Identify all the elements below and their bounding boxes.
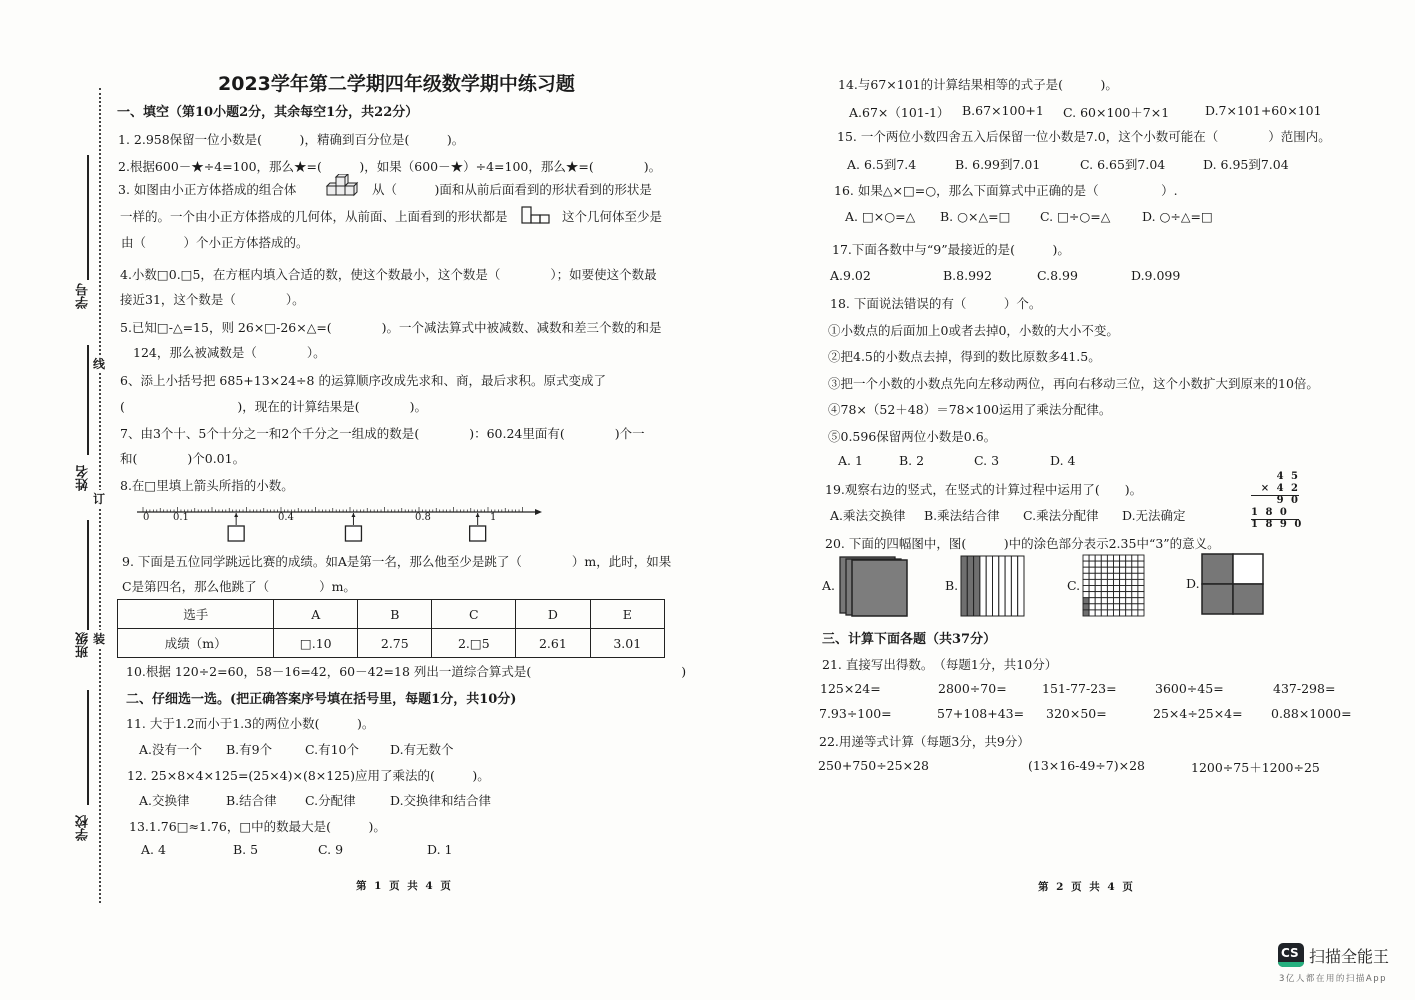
grid-cell <box>1101 579 1107 585</box>
grid-cell <box>1126 579 1132 585</box>
strip <box>980 556 986 616</box>
q21-item-7: 57+108+43= <box>937 706 1025 721</box>
grid-cell <box>1114 604 1120 610</box>
q16-option-a: A. □×○=△ <box>845 209 916 224</box>
question-6-line-2: ( )，现在的计算结果是( )。 <box>120 399 428 414</box>
long-jump-scores-table <box>117 599 665 658</box>
grid-cell <box>1089 586 1095 592</box>
question-6-line-1: 6、添上小括号把 685+13×24÷8 的运算顺序改成先求和、商，最后求积。原式变成了 <box>120 373 606 388</box>
figure-d-quarters <box>1200 552 1266 616</box>
grid-cell <box>1101 598 1107 604</box>
q21-item-9: 25×4÷25×4= <box>1153 706 1243 721</box>
question-18: 18. 下面说法错误的有（ ）个。 <box>830 296 1042 311</box>
grid-cell <box>1083 592 1089 598</box>
q22-item-3: 1200÷75＋1200÷25 <box>1191 760 1320 775</box>
grid-cell <box>1107 610 1113 616</box>
figure-c-hundredths-grid <box>1081 553 1147 617</box>
q12-option-c: C.分配律 <box>305 793 356 808</box>
question-3-part-c: 一样的。一个由小正方体搭成的几何体，从前面、上面看到的形状都是 <box>120 209 508 224</box>
grid-cell <box>1089 592 1095 598</box>
grid-cell <box>1138 610 1144 616</box>
binding-mark-xian: 线 <box>93 357 106 371</box>
q15-option-a: A. 6.5到7.4 <box>847 157 917 172</box>
grid-cell <box>1132 604 1138 610</box>
grid-cell <box>1120 567 1126 573</box>
q18-option-d: D. 4 <box>1050 453 1076 468</box>
table-cell: 2.□5 <box>432 629 516 658</box>
question-5-line-1: 5.已知□-△=15，则 26×□-26×△=( )。一个减法算式中被减数、减数和差三个数的和是 <box>120 320 662 335</box>
grid-cell <box>1126 555 1132 561</box>
q21-item-10: 0.88×1000= <box>1271 706 1352 721</box>
grid-cell <box>1120 561 1126 567</box>
grid-cell <box>1101 592 1107 598</box>
grid-cell <box>1114 598 1120 604</box>
number-line-label-1: 1 <box>490 512 497 523</box>
q19-option-a: A.乘法交换律 <box>830 508 906 523</box>
grid-cell <box>1114 573 1120 579</box>
grid-cell <box>1095 561 1101 567</box>
grid-cell <box>1120 555 1126 561</box>
table-header: B <box>358 600 432 629</box>
q11-option-c: C.有10个 <box>305 742 359 757</box>
table-header: C <box>432 600 516 629</box>
grid-cell <box>1126 604 1132 610</box>
grid-cell <box>1095 586 1101 592</box>
grid-cell <box>1132 592 1138 598</box>
question-12: 12. 25×8×4×125=(25×4)×(8×125)应用了乘法的( )。 <box>127 768 490 783</box>
grid-cell <box>1114 610 1120 616</box>
q15-option-c: C. 6.65到7.04 <box>1080 157 1166 172</box>
grid-cell <box>1107 579 1113 585</box>
grid-cell <box>1101 555 1107 561</box>
shaded-cell <box>1083 610 1089 616</box>
grid-cell <box>1138 598 1144 604</box>
shaded-cell <box>1083 604 1089 610</box>
q19-option-b: B.乘法结合律 <box>924 508 1000 523</box>
question-7-line-1: 7、由3个十、5个十分之一和2个千分之一组成的数是( )：60.24里面有( )个一 <box>120 426 645 441</box>
question-8: 8.在□里填上箭头所指的小数。 <box>120 478 294 493</box>
grid-cell <box>1138 561 1144 567</box>
q12-option-d: D.交换律和结合律 <box>390 793 492 808</box>
q13-option-c: C. 9 <box>318 842 344 857</box>
number-line-label-0-4: 0.4 <box>278 512 294 523</box>
q11-option-b: B.有9个 <box>226 742 273 757</box>
q17-option-a: A.9.02 <box>830 268 871 283</box>
grid-cell <box>1132 610 1138 616</box>
grid-cell <box>1120 598 1126 604</box>
grid-cell <box>1083 561 1089 567</box>
strip <box>1018 556 1024 616</box>
multiplicand: 4 5 <box>1276 471 1300 482</box>
shaded-strip <box>961 556 967 616</box>
table-header-row <box>118 600 665 629</box>
question-20: 20. 下面的四幅图中，图( )中的涂色部分表示2.35中“3”的意义。 <box>825 536 1220 551</box>
grid-cell <box>1114 567 1120 573</box>
question-15: 15. 一个两位小数四舍五入后保留一位小数是7.0，这个小数可能在（ ）范围内。 <box>837 129 1331 144</box>
question-14: 14.与67×101的计算结果相等的式子是( )。 <box>838 77 1118 92</box>
question-7-line-2: 和( )个0.01。 <box>120 451 246 466</box>
grid-cell <box>1132 598 1138 604</box>
q11-option-d: D.有无数个 <box>390 742 454 757</box>
shaded-strip <box>974 556 980 616</box>
question-3-part-d: 这个几何体至少是 <box>562 209 663 224</box>
q21-item-2: 2800÷70= <box>938 681 1007 696</box>
student-id-label: 学号 <box>76 283 91 309</box>
name-label: 姓名 <box>76 465 91 491</box>
table-header: A <box>274 600 358 629</box>
grid-cell <box>1095 598 1101 604</box>
cube-assembly-figure <box>325 174 359 198</box>
grid-cell <box>1114 555 1120 561</box>
grid-cell <box>1138 579 1144 585</box>
q19-option-d: D.无法确定 <box>1122 508 1186 523</box>
table-cell: 2.61 <box>516 629 590 658</box>
question-22: 22.用递等式计算（每题3分，共9分） <box>819 734 1030 749</box>
grid-cell <box>1089 598 1095 604</box>
grid-cell <box>1095 567 1101 573</box>
grid-cell <box>1107 573 1113 579</box>
q16-option-d: D. ○÷△=□ <box>1142 209 1213 224</box>
q18-option-a: A. 1 <box>838 453 863 468</box>
pointer-arrowhead-1 <box>234 513 238 517</box>
multiplier: × 4 2 <box>1260 483 1300 494</box>
grid-cell <box>1101 586 1107 592</box>
grid-cell <box>1120 579 1126 585</box>
grid-cell <box>1095 555 1101 561</box>
view-shape-figure <box>520 205 552 225</box>
q21-item-5: 437-298= <box>1273 681 1336 696</box>
grid-cell <box>1138 586 1144 592</box>
grid-cell <box>1107 561 1113 567</box>
student-id-line[interactable] <box>87 155 89 280</box>
grid-cell <box>1095 610 1101 616</box>
q13-option-a: A. 4 <box>141 842 166 857</box>
table-header: E <box>590 600 664 629</box>
table-cell: 2.75 <box>358 629 432 658</box>
q21-item-4: 3600÷45= <box>1155 681 1224 696</box>
grid-cell <box>1089 555 1095 561</box>
q11-option-a: A.没有一个 <box>139 742 203 757</box>
number-line-label-0-8: 0.8 <box>415 512 431 523</box>
grid-cell <box>1120 604 1126 610</box>
question-5-line-2: 124，那么被减数是（ ）。 <box>133 345 326 360</box>
question-3-part-b: 从（ )面和从前后面看到的形状看到的形状是 <box>372 182 652 197</box>
grid-cell <box>1126 610 1132 616</box>
figure-d-label: D. <box>1186 576 1200 591</box>
q18-option-c: C. 3 <box>974 453 1000 468</box>
q16-option-b: B. ○×△=□ <box>940 209 1011 224</box>
table-cell: 3.01 <box>590 629 664 658</box>
page-title: 2023学年第二学期四年级数学期中练习题 <box>218 73 575 95</box>
binding-mark-zhuang: 装 <box>93 632 106 646</box>
strip <box>986 556 992 616</box>
table-cell: 成绩（m） <box>118 629 274 658</box>
figure-b-tenths-strips <box>959 554 1027 618</box>
grid-cell <box>1138 567 1144 573</box>
grid-cell <box>1138 592 1144 598</box>
number-line-label-0: 0 <box>143 512 150 523</box>
question-1: 1. 2.958保留一位小数是( )，精确到百分位是( )。 <box>118 132 465 147</box>
watermark-app-name: 扫描全能王 <box>1309 947 1390 966</box>
grid-cell <box>1138 555 1144 561</box>
grid-cell <box>1089 561 1095 567</box>
grid-cell <box>1114 592 1120 598</box>
table-header: 选手 <box>118 600 274 629</box>
q17-option-c: C.8.99 <box>1037 268 1078 283</box>
number-line-label-0-1: 0.1 <box>173 512 189 523</box>
q19-option-c: C.乘法分配律 <box>1023 508 1099 523</box>
partial-product-1: 9 0 <box>1276 495 1300 506</box>
grid-cell <box>1132 586 1138 592</box>
q21-item-3: 151-77-23= <box>1042 681 1117 696</box>
grid-cell <box>1126 598 1132 604</box>
shaded-cell <box>1083 598 1089 604</box>
grid-cell <box>1095 579 1101 585</box>
class-label: 班级 <box>76 632 91 658</box>
grid-cell <box>1083 586 1089 592</box>
grid-cell <box>1138 573 1144 579</box>
question-4-line-2: 接近31，这个数是（ ）。 <box>120 292 305 307</box>
question-3-part-e: 由（ ）个小正方体搭成的。 <box>121 235 309 250</box>
q22-item-1: 250+750÷25×28 <box>818 758 929 773</box>
grid-cell <box>1107 604 1113 610</box>
pointer-arrowhead-3 <box>476 513 480 517</box>
q12-option-b: B.结合律 <box>226 793 277 808</box>
grid-cell <box>1101 561 1107 567</box>
grid-cell <box>1089 604 1095 610</box>
grid-cell <box>1107 586 1113 592</box>
q16-option-c: C. □÷○=△ <box>1040 209 1111 224</box>
school-label: 学校 <box>76 815 91 841</box>
table-header: D <box>516 600 590 629</box>
q18-statement-5: ⑤0.596保留两位小数是0.6。 <box>828 429 997 444</box>
question-19: 19.观察右边的竖式，在竖式的计算过程中运用了( )。 <box>825 482 1143 497</box>
grid-cell <box>1120 586 1126 592</box>
grid-cell <box>1138 604 1144 610</box>
grid-cell <box>1083 573 1089 579</box>
q22-item-2: (13×16-49÷7)×28 <box>1028 758 1145 773</box>
grid-cell <box>1089 579 1095 585</box>
grid-cell <box>1114 579 1120 585</box>
q12-option-a: A.交换律 <box>139 793 190 808</box>
question-13: 13.1.76□≈1.76，□中的数最大是( )。 <box>129 819 386 834</box>
grid-cell <box>1132 579 1138 585</box>
binding-mark-ding: 订 <box>93 492 106 506</box>
question-9-line-2: C是第四名，那么他跳了（ ）m。 <box>122 579 356 594</box>
q17-option-d: D.9.099 <box>1131 268 1181 283</box>
name-line[interactable] <box>87 345 89 455</box>
class-line[interactable] <box>87 520 89 630</box>
q15-option-d: D. 6.95到7.04 <box>1203 157 1289 172</box>
table-cell: □.10 <box>274 629 358 658</box>
figure-b-label: B. <box>945 578 959 593</box>
section-3-heading: 三、计算下面各题（共37分） <box>822 632 997 647</box>
grid-cell <box>1126 592 1132 598</box>
question-2: 2.根据600－★÷4=100，那么★=( )，如果（600－★）÷4=100，那么★=( )。 <box>118 159 662 174</box>
grid-cell <box>1132 573 1138 579</box>
axis-arrow <box>535 509 542 515</box>
question-16: 16. 如果△×□=○，那么下面算式中正确的是（ ）. <box>834 183 1178 198</box>
grid-cell <box>1132 561 1138 567</box>
grid-cell <box>1120 592 1126 598</box>
q14-option-b: B.67×100+1 <box>962 103 1044 118</box>
product: 1 8 9 0 <box>1251 519 1304 530</box>
grid-cell <box>1114 586 1120 592</box>
question-3-part-a: 3. 如图由小正方体搭成的组合体 <box>118 182 297 197</box>
table-row <box>118 629 665 658</box>
grid-cell <box>1083 555 1089 561</box>
strip <box>1011 556 1017 616</box>
q15-option-b: B. 6.99到7.01 <box>955 157 1041 172</box>
grid-cell <box>1101 610 1107 616</box>
strip <box>999 556 1005 616</box>
q21-item-6: 7.93÷100= <box>819 706 892 721</box>
pointer-arrowhead-2 <box>351 513 355 517</box>
figure-c-label: C. <box>1067 578 1081 593</box>
q14-option-a: A.67×（101-1） <box>849 105 950 120</box>
question-4-line-1: 4.小数□0.□5，在方框内填入合适的数，使这个数最小，这个数是（ ）；如要使这个数最 <box>120 267 657 282</box>
question-11: 11. 大于1.2而小于1.3的两位小数( )。 <box>126 716 375 731</box>
partial-product-2: 1 8 0 <box>1251 507 1289 518</box>
grid-cell <box>1095 573 1101 579</box>
grid-cell <box>1095 592 1101 598</box>
grid-cell <box>1120 610 1126 616</box>
figure-a-three-squares <box>837 555 909 617</box>
q18-option-b: B. 2 <box>899 453 925 468</box>
grid-cell <box>1089 573 1095 579</box>
answer-box-2 <box>345 526 361 541</box>
answer-box-1 <box>228 526 244 541</box>
grid-cell <box>1107 567 1113 573</box>
grid-cell <box>1114 561 1120 567</box>
grid-cell <box>1107 555 1113 561</box>
grid-cell <box>1126 573 1132 579</box>
shaded-strip <box>967 556 973 616</box>
question-10: 10.根据 120÷2=60，58－16=42，60－42=18 列出一道综合算式是( ) <box>126 664 687 679</box>
q18-statement-3: ③把一个小数的小数点先向左移动两位，再向右移动三位，这个小数扩大到原来的10倍。 <box>828 376 1319 391</box>
grid-cell <box>1089 610 1095 616</box>
grid-cell <box>1089 567 1095 573</box>
strip <box>993 556 999 616</box>
q13-option-b: B. 5 <box>233 842 259 857</box>
q13-option-d: D. 1 <box>427 842 453 857</box>
q21-item-8: 320×50= <box>1046 706 1107 721</box>
q17-option-b: B.8.992 <box>943 268 992 283</box>
grid-cell <box>1107 592 1113 598</box>
grid-cell <box>1095 604 1101 610</box>
grid-cell <box>1107 598 1113 604</box>
grid-cell <box>1083 567 1089 573</box>
answer-box-3 <box>470 526 486 541</box>
q18-statement-1: ①小数点的后面加上0或者去掉0，小数的大小不变。 <box>828 323 1119 338</box>
grid-cell <box>1132 555 1138 561</box>
grid-cell <box>1132 567 1138 573</box>
question-9-line-1: 9. 下面是五位同学跳远比赛的成绩。如A是第一名，那么他至少是跳了（ ）m，此时，如果 <box>122 554 672 569</box>
grid-cell <box>1101 567 1107 573</box>
grid-cell <box>1126 567 1132 573</box>
page-2-footer: 第 2 页 共 4 页 <box>1038 881 1135 893</box>
grid-cell <box>1083 579 1089 585</box>
logo-text: CS <box>1281 946 1299 960</box>
question-17: 17.下面各数中与“9”最接近的是( )。 <box>832 242 1070 257</box>
strip <box>1005 556 1011 616</box>
figure-a-label: A. <box>822 578 836 593</box>
grid-cell <box>1101 573 1107 579</box>
q21-item-1: 125×24= <box>820 681 881 696</box>
page-1-footer: 第 1 页 共 4 页 <box>356 880 453 892</box>
section-2-heading: 二、仔细选一选。(把正确答案序号填在括号里，每题1分，共10分) <box>126 692 517 707</box>
grid-cell <box>1120 573 1126 579</box>
watermark-slogan: 3亿人都在用的扫描App <box>1279 974 1388 984</box>
grid-cell <box>1101 604 1107 610</box>
number-line <box>135 500 545 548</box>
question-21: 21. 直接写出得数。 （每题1分，共10分） <box>822 657 1058 672</box>
q18-statement-2: ②把4.5的小数点去掉，得到的数比原数多41.5。 <box>828 349 1101 364</box>
q18-statement-4: ④78×（52＋48）＝78×100运用了乘法分配律。 <box>828 402 1112 417</box>
section-1-heading: 一、填空（第10小题2分，其余每空1分，共22分） <box>117 105 419 120</box>
q14-option-c: C. 60×100＋7×1 <box>1063 105 1170 120</box>
q14-option-d: D.7×101+60×101 <box>1205 103 1322 118</box>
grid-cell <box>1126 561 1132 567</box>
camscanner-logo-icon <box>1278 943 1304 967</box>
school-line[interactable] <box>87 690 89 805</box>
grid-cell <box>1126 586 1132 592</box>
